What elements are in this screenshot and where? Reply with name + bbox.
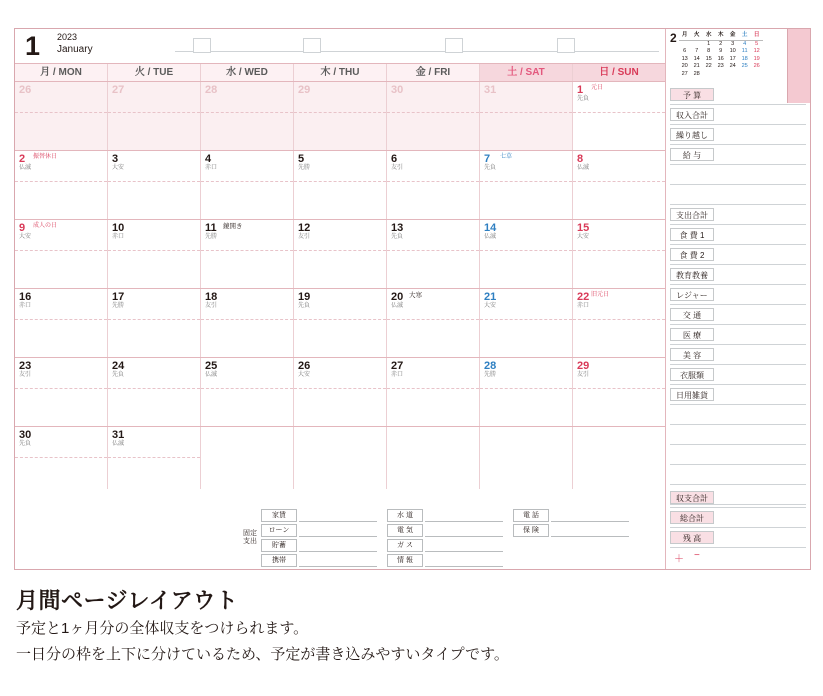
expense-name: 携帯 xyxy=(261,554,297,567)
mini-day xyxy=(691,40,703,48)
caption-line-2: 一日分の枠を上下に分けているため、予定が書き込みやすいタイプです。 xyxy=(16,646,509,663)
day-cell[interactable] xyxy=(387,289,480,357)
week-row xyxy=(15,358,665,427)
planner-sheet xyxy=(14,28,811,570)
day-rokuyo: 仏滅 xyxy=(205,372,218,378)
day-cell[interactable] xyxy=(480,427,573,489)
fixed-expense-label-text: 固定支出 xyxy=(243,530,257,545)
day-number: 15 xyxy=(577,222,590,234)
fixed-expense-col-3 xyxy=(513,509,629,567)
mini-day: 11 xyxy=(741,48,748,54)
expense-name: 水 道 xyxy=(387,509,423,522)
day-number: 31 xyxy=(484,84,497,96)
day-number: 25 xyxy=(205,360,218,372)
budget-row-label: 教育教養 xyxy=(670,268,714,281)
budget-row-carryover xyxy=(670,125,806,145)
day-rokuyo: 友引 xyxy=(298,234,311,240)
day-number: 4 xyxy=(205,153,212,165)
day-cell[interactable] xyxy=(201,82,294,150)
page-tab-flap xyxy=(787,29,810,103)
budget-row-blank[interactable] xyxy=(670,185,806,205)
day-rokuyo: 赤口 xyxy=(205,165,218,171)
day-cell[interactable] xyxy=(108,358,201,426)
day-cell[interactable] xyxy=(294,289,387,357)
day-cell[interactable] xyxy=(108,220,201,288)
day-number: 12 xyxy=(298,222,311,234)
budget-row-medical xyxy=(670,325,806,345)
expense-input[interactable] xyxy=(425,510,503,522)
budget-row-expense-total xyxy=(670,205,806,225)
day-number: 28 xyxy=(205,84,218,96)
header-checkbox[interactable] xyxy=(303,38,321,53)
month-number: 1 xyxy=(25,31,41,61)
day-cell[interactable] xyxy=(387,82,480,150)
mini-dow: 木 xyxy=(715,32,727,40)
mini-calendar-month: 2 xyxy=(670,31,677,45)
day-number: 20 xyxy=(391,291,404,303)
day-number: 5 xyxy=(298,153,305,165)
budget-row-value[interactable] xyxy=(714,248,806,261)
day-number: 26 xyxy=(298,360,311,372)
mini-day xyxy=(679,40,691,48)
header-memo-lines xyxy=(175,38,659,53)
plus-sign: ＋ xyxy=(674,554,684,565)
mini-day: 20 xyxy=(681,63,688,69)
day-rokuyo: 先負 xyxy=(484,165,497,171)
week-row xyxy=(15,220,665,289)
mini-day: 2 xyxy=(719,40,723,47)
budget-row-value[interactable] xyxy=(714,328,806,341)
budget-row-yosan xyxy=(670,85,806,105)
day-rokuyo: 先勝 xyxy=(112,303,125,309)
expense-name: 保 険 xyxy=(513,524,549,537)
day-cell[interactable] xyxy=(294,82,387,150)
day-cell[interactable] xyxy=(201,220,294,288)
budget-row-blank[interactable] xyxy=(670,465,806,485)
day-rokuyo: 仏滅 xyxy=(19,165,32,171)
mini-day: 4 xyxy=(743,40,747,47)
week-row xyxy=(15,82,665,151)
day-number: 30 xyxy=(391,84,404,96)
day-cell[interactable] xyxy=(480,358,573,426)
budget-row-value[interactable] xyxy=(714,268,806,281)
day-rokuyo: 先勝 xyxy=(298,165,311,171)
mini-day: 3 xyxy=(731,40,735,47)
header-checkbox[interactable] xyxy=(557,38,575,53)
mini-day: 12 xyxy=(753,48,760,54)
day-number: 27 xyxy=(391,360,404,372)
budget-row-balance-total xyxy=(670,488,806,508)
fixed-expense-col-1 xyxy=(261,509,377,567)
budget-row-label: 医 療 xyxy=(670,328,714,341)
budget-row-value[interactable] xyxy=(714,368,806,381)
day-cell[interactable] xyxy=(480,289,573,357)
calendar-area xyxy=(15,29,666,569)
mini-day xyxy=(751,71,763,79)
budget-panel xyxy=(666,29,810,569)
budget-row-blank[interactable] xyxy=(670,405,806,425)
budget-row-value[interactable] xyxy=(714,491,806,504)
mini-day: 22 xyxy=(705,63,712,69)
mini-day: 17 xyxy=(729,55,736,62)
day-number: 29 xyxy=(298,84,311,96)
fixed-expense-block xyxy=(243,509,661,567)
day-note: 成人の日 xyxy=(33,223,58,229)
budget-row-daily-goods xyxy=(670,385,806,405)
day-number: 31 xyxy=(112,429,125,441)
budget-row-transport xyxy=(670,305,806,325)
day-number: 28 xyxy=(484,360,497,372)
day-rokuyo: 先負 xyxy=(298,303,311,309)
day-cell[interactable] xyxy=(573,358,665,426)
day-number: 17 xyxy=(112,291,125,303)
mini-day: 15 xyxy=(705,55,712,62)
budget-row-value[interactable] xyxy=(714,208,806,221)
mini-day: 21 xyxy=(693,63,700,69)
day-number: 24 xyxy=(112,360,125,372)
day-rokuyo: 先負 xyxy=(391,234,404,240)
day-rokuyo: 仏滅 xyxy=(577,165,590,171)
day-rokuyo: 仏滅 xyxy=(112,441,125,447)
fixed-expense-col-2 xyxy=(387,509,503,567)
day-cell[interactable] xyxy=(387,427,480,489)
day-rokuyo: 大安 xyxy=(577,234,590,240)
mini-day: 23 xyxy=(717,63,724,69)
budget-row-label: 日用雑貨 xyxy=(670,388,714,401)
day-number: 10 xyxy=(112,222,125,234)
mini-day: 1 xyxy=(707,40,711,47)
weeks-grid xyxy=(15,82,665,489)
budget-row-label: 収支合計 xyxy=(670,491,714,504)
day-rokuyo: 先負 xyxy=(577,96,590,102)
budget-row-value[interactable] xyxy=(714,228,806,241)
mini-dow: 金 xyxy=(727,32,739,40)
expense-name: 家賃 xyxy=(261,509,297,522)
day-cell[interactable] xyxy=(108,151,201,219)
day-number: 9 xyxy=(19,222,26,234)
day-rokuyo: 赤口 xyxy=(112,234,125,240)
plus-minus-row xyxy=(670,548,806,565)
fixed-expense-label xyxy=(243,509,261,567)
calendar-header xyxy=(15,29,665,64)
day-cell[interactable] xyxy=(573,220,665,288)
day-number: 7 xyxy=(484,153,491,165)
mini-dow: 火 xyxy=(691,32,703,40)
day-rokuyo: 大安 xyxy=(298,372,311,378)
budget-row-value[interactable] xyxy=(714,348,806,361)
day-rokuyo: 赤口 xyxy=(391,372,404,378)
day-cell[interactable] xyxy=(294,151,387,219)
budget-totals xyxy=(670,488,806,565)
day-cell[interactable] xyxy=(108,82,201,150)
day-rokuyo: 友引 xyxy=(391,165,404,171)
expense-input[interactable] xyxy=(299,510,377,522)
budget-row-label: 食 費 1 xyxy=(670,228,714,241)
mini-calendar xyxy=(670,32,806,78)
budget-row-value[interactable] xyxy=(714,288,806,301)
day-cell[interactable] xyxy=(480,220,573,288)
week-row xyxy=(15,151,665,220)
day-number: 16 xyxy=(19,291,32,303)
day-cell[interactable] xyxy=(15,220,108,288)
mini-day: 18 xyxy=(741,55,748,62)
week-row xyxy=(15,289,665,358)
expense-input[interactable] xyxy=(425,555,503,567)
budget-row-food2 xyxy=(670,245,806,265)
expense-name: 情 報 xyxy=(387,554,423,567)
day-cell[interactable] xyxy=(573,82,665,150)
day-rokuyo: 大安 xyxy=(19,234,32,240)
mini-day xyxy=(703,71,715,79)
budget-row-label: 食 費 2 xyxy=(670,248,714,261)
weekday-tue: 火 / TUE xyxy=(108,64,201,81)
month-name: January xyxy=(57,44,93,55)
day-number: 30 xyxy=(19,429,32,441)
expense-input[interactable] xyxy=(299,525,377,537)
day-number: 8 xyxy=(577,153,584,165)
mini-day: 26 xyxy=(753,63,760,69)
budget-row-blank[interactable] xyxy=(670,425,806,445)
expense-input[interactable] xyxy=(299,540,377,552)
day-number: 27 xyxy=(112,84,125,96)
day-rokuyo: 友引 xyxy=(19,372,32,378)
budget-row-label: 予 算 xyxy=(670,88,714,101)
weekday-header-row xyxy=(15,64,665,82)
budget-row-label: 繰り越し xyxy=(670,128,714,141)
day-rokuyo: 友引 xyxy=(577,372,590,378)
budget-row-value[interactable] xyxy=(714,308,806,321)
budget-rows xyxy=(670,85,806,505)
budget-row-blank[interactable] xyxy=(670,445,806,465)
day-rokuyo: 大安 xyxy=(484,303,497,309)
expense-input[interactable] xyxy=(299,555,377,567)
day-note: 鏡開き xyxy=(223,223,243,230)
day-number: 21 xyxy=(484,291,497,303)
mini-day xyxy=(727,71,739,79)
mini-dow: 土 xyxy=(739,32,751,40)
budget-row-salary xyxy=(670,145,806,165)
budget-row-label: 収入合計 xyxy=(670,108,714,121)
day-number: 18 xyxy=(205,291,218,303)
day-cell[interactable] xyxy=(15,427,108,489)
mini-day: 25 xyxy=(741,63,748,69)
expense-name: 電 気 xyxy=(387,524,423,537)
day-cell[interactable] xyxy=(480,151,573,219)
mini-day: 24 xyxy=(729,63,736,69)
day-cell[interactable] xyxy=(15,358,108,426)
weekday-sun: 日 / SUN xyxy=(573,64,665,81)
day-cell[interactable] xyxy=(387,151,480,219)
day-rokuyo: 先負 xyxy=(19,441,32,447)
day-cell[interactable] xyxy=(480,82,573,150)
day-number: 6 xyxy=(391,153,398,165)
day-number: 29 xyxy=(577,360,590,372)
day-number: 2 xyxy=(19,153,26,165)
day-cell[interactable] xyxy=(294,358,387,426)
day-rokuyo: 先負 xyxy=(112,372,125,378)
day-rokuyo: 大安 xyxy=(112,165,125,171)
mini-dow: 日 xyxy=(751,32,763,40)
day-note: 大寒 xyxy=(409,292,422,299)
day-number: 3 xyxy=(112,153,119,165)
day-cell[interactable] xyxy=(108,427,201,489)
expense-input[interactable] xyxy=(551,525,629,537)
mini-day: 8 xyxy=(707,48,711,54)
day-cell[interactable] xyxy=(15,82,108,150)
weekday-sat: 土 / SAT xyxy=(480,64,573,81)
day-cell[interactable] xyxy=(201,427,294,489)
budget-row-value[interactable] xyxy=(714,388,806,401)
caption-block xyxy=(16,586,806,668)
mini-day: 27 xyxy=(681,70,688,77)
day-rokuyo: 友引 xyxy=(205,303,218,309)
mini-day: 10 xyxy=(729,48,736,54)
expense-input[interactable] xyxy=(425,540,503,552)
budget-row-income-total xyxy=(670,105,806,125)
caption-line-1: 予定と1ヶ月分の全体収支をつけられます。 xyxy=(16,620,309,637)
budget-row-label: 美 容 xyxy=(670,348,714,361)
day-note: 振替休日 xyxy=(33,154,58,160)
budget-row-label: 残 高 xyxy=(670,531,714,544)
expense-name: 貯蓄 xyxy=(261,539,297,552)
month-year: 2023 xyxy=(57,32,78,42)
mini-day: 7 xyxy=(695,48,699,54)
day-note: 旧元日 xyxy=(591,292,610,298)
expense-input[interactable] xyxy=(551,510,629,522)
day-rokuyo: 仏滅 xyxy=(391,303,404,309)
day-cell[interactable] xyxy=(573,427,665,489)
budget-row-label: 交 通 xyxy=(670,308,714,321)
caption-title: 月間ページレイアウト xyxy=(16,588,239,613)
budget-row-value[interactable] xyxy=(714,511,806,524)
day-rokuyo: 赤口 xyxy=(577,303,590,309)
mini-day: 6 xyxy=(683,48,687,54)
mini-dow: 水 xyxy=(703,32,715,40)
day-rokuyo: 先勝 xyxy=(205,234,218,240)
day-note: 元日 xyxy=(591,85,604,91)
weekday-thu: 木 / THU xyxy=(294,64,387,81)
budget-row-label: レジャー xyxy=(670,288,714,301)
day-cell[interactable] xyxy=(15,151,108,219)
expense-name: ガ ス xyxy=(387,539,423,552)
day-cell[interactable] xyxy=(294,427,387,489)
mini-calendar-grid xyxy=(679,32,763,78)
day-number: 11 xyxy=(205,222,217,234)
budget-row-label: 総合計 xyxy=(670,511,714,524)
weekday-wed: 水 / WED xyxy=(201,64,294,81)
day-rokuyo: 先勝 xyxy=(484,372,497,378)
day-cell[interactable] xyxy=(573,289,665,357)
day-cell[interactable] xyxy=(294,220,387,288)
expense-name: 電 話 xyxy=(513,509,549,522)
day-number: 13 xyxy=(391,222,404,234)
mini-day xyxy=(739,71,751,79)
day-number: 19 xyxy=(298,291,311,303)
day-cell[interactable] xyxy=(201,151,294,219)
minus-sign: − xyxy=(694,550,700,561)
budget-row-food1 xyxy=(670,225,806,245)
day-number: 14 xyxy=(484,222,497,234)
mini-day: 9 xyxy=(719,48,723,54)
budget-row-education xyxy=(670,265,806,285)
mini-day: 13 xyxy=(681,55,688,62)
week-row xyxy=(15,427,665,489)
budget-row-clothing xyxy=(670,365,806,385)
day-cell[interactable] xyxy=(201,289,294,357)
budget-row-beauty xyxy=(670,345,806,365)
weekday-mon: 月 / MON xyxy=(15,64,108,81)
expense-input[interactable] xyxy=(425,525,503,537)
day-number: 22 xyxy=(577,291,590,303)
weekday-fri: 金 / FRI xyxy=(387,64,480,81)
day-cell[interactable] xyxy=(573,151,665,219)
mini-day xyxy=(715,71,727,79)
day-number: 26 xyxy=(19,84,32,96)
mini-day: 19 xyxy=(753,55,760,62)
budget-row-grand-total xyxy=(670,508,806,528)
day-note: 七草 xyxy=(500,154,513,160)
budget-row-value[interactable] xyxy=(714,128,806,141)
mini-day: 5 xyxy=(755,40,759,47)
budget-row-remaining xyxy=(670,528,806,548)
expense-name: ローン xyxy=(261,524,297,537)
day-rokuyo: 仏滅 xyxy=(484,234,497,240)
day-number: 23 xyxy=(19,360,32,372)
budget-row-label: 支出合計 xyxy=(670,208,714,221)
budget-row-leisure xyxy=(670,285,806,305)
day-cell[interactable] xyxy=(387,358,480,426)
mini-day: 28 xyxy=(693,70,700,77)
mini-day: 16 xyxy=(717,55,724,62)
mini-day: 14 xyxy=(693,55,700,62)
budget-row-blank[interactable] xyxy=(670,165,806,185)
day-cell[interactable] xyxy=(387,220,480,288)
budget-row-value[interactable] xyxy=(714,531,806,544)
budget-row-value[interactable] xyxy=(714,108,806,121)
header-checkbox[interactable] xyxy=(193,38,211,53)
header-checkbox[interactable] xyxy=(445,38,463,53)
day-number: 1 xyxy=(577,84,584,96)
day-cell[interactable] xyxy=(201,358,294,426)
budget-row-label: 衣服類 xyxy=(670,368,714,381)
budget-row-label: 給 与 xyxy=(670,148,714,161)
day-cell[interactable] xyxy=(108,289,201,357)
budget-row-value[interactable] xyxy=(714,148,806,161)
mini-dow: 月 xyxy=(679,32,691,40)
day-rokuyo: 赤口 xyxy=(19,303,32,309)
day-cell[interactable] xyxy=(15,289,108,357)
